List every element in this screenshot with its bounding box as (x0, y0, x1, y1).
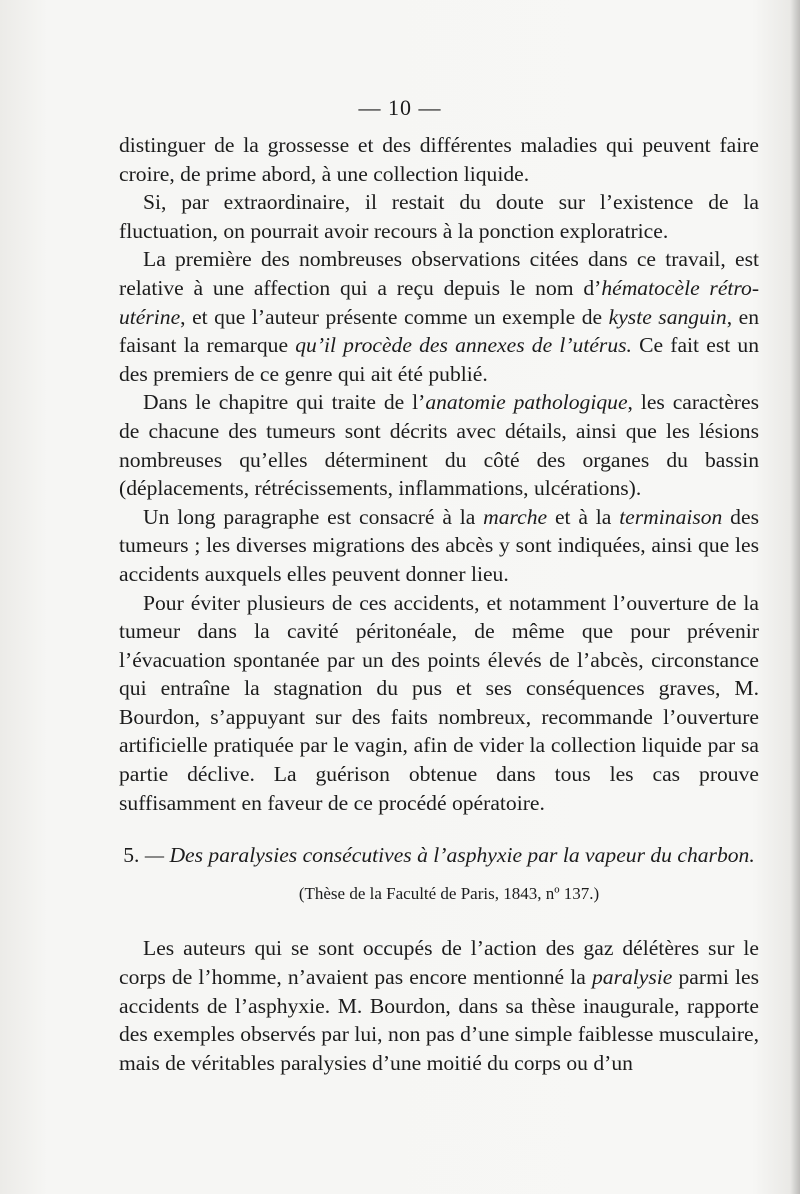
paragraph-7-text-a: Les auteurs qui se sont occupés de l’action des gaz délétères sur le corps de l’homme, n’avaient pas encore mentionné la (119, 936, 759, 990)
paragraph-3-text-d: Ce fait est un des premiers de ce genre qui ait été publié. (119, 333, 759, 386)
page-number: — 10 — (358, 95, 442, 120)
paragraph-4-text-b: , les caractères de chacune des tumeurs sont décrits avec détails, ainsi que les lésions nombreuses qu’elles déterminent du côté des organes du bassin (déplacements, rétrécissements, inflammations, ulcérations). (119, 390, 759, 501)
section-number: 5. (123, 843, 140, 868)
paragraph-3 (119, 245, 759, 388)
term-paralysie: paralysie (592, 965, 673, 990)
page-edge-shadow (790, 0, 800, 1194)
paragraph-4-text-a: Dans le chapitre qui traite de l’ (143, 390, 426, 415)
paragraph-2: Si, par extraordinaire, il restait du doute sur l’existence de la fluctuation, on pourrait avoir recours à la ponction exploratrice. (119, 190, 759, 243)
paragraph-5 (119, 503, 759, 589)
paragraph-6: Pour éviter plusieurs de ces accidents, et notamment l’ouverture de la tumeur dans la cavité péritonéale, de même que pour prévenir l’évacuation spontanée par un des points élevés de l’abcès, circonstance qui entraîne la stagnation du pus et ses conséquences graves, M. Bourdon, s’appuyant sur des faits nombreux, recommande l’ouverture artificielle pratiquée par le vagin, afin de vider la collection liquide par sa partie déclive. La guérison obtenue dans tous les cas prouve suffisamment en faveur de ce procédé opératoire. (119, 590, 759, 815)
thesis-reference: (Thèse de la Faculté de Paris, 1843, nº 137.) (298, 883, 600, 903)
paragraph-7 (119, 934, 759, 1077)
paragraph-5-text-c: des tumeurs ; les diverses migrations des abcès y sont indiquées, ainsi que les accidents auxquels elles peuvent donner lieu. (119, 504, 759, 586)
paragraph-1: distinguer de la grossesse et des différentes maladies qui peuvent faire croire, de prime abord, à une collection liquide. (119, 133, 759, 186)
term-kyste-sanguin: kyste sanguin (608, 304, 727, 329)
term-marche: marche (483, 504, 548, 529)
paragraph-7-text-b: parmi les accidents de l’asphyxie. M. Bourdon, dans sa thèse inaugurale, rapporte des exemples observés par lui, non pas d’une simple faiblesse musculaire, mais de véritables paralysies d’une moitié du corps ou d’un (119, 965, 760, 1075)
paragraph-5-text-b: et à la (547, 504, 620, 529)
paragraph-4 (119, 388, 759, 502)
term-terminaison: terminaison (619, 504, 723, 529)
paragraph-3-text-a: La première des nombreuses observations citées dans ce travail, est relative à une affection qui a reçu depuis le nom d’ (119, 247, 759, 300)
paragraph-3-text-b: , et que l’auteur présente comme un exemple de (180, 304, 609, 329)
quote-annexes: qu’il procède des annexes de l’utérus. (295, 333, 632, 358)
paragraph-5-text-a: Un long paragraphe est consacré à la (143, 504, 484, 529)
body-text (119, 131, 759, 1077)
paragraph-3-text-c: , en faisant la remarque (119, 304, 759, 358)
term-anatomie-pathologique: anatomie pathologique (425, 390, 628, 415)
term-hematocele: hématocèle rétro-utérine (119, 275, 760, 329)
section-title: — Des paralysies consécutives à l’asphyxie par la vapeur du charbon. (144, 843, 755, 868)
section-heading (119, 841, 759, 870)
